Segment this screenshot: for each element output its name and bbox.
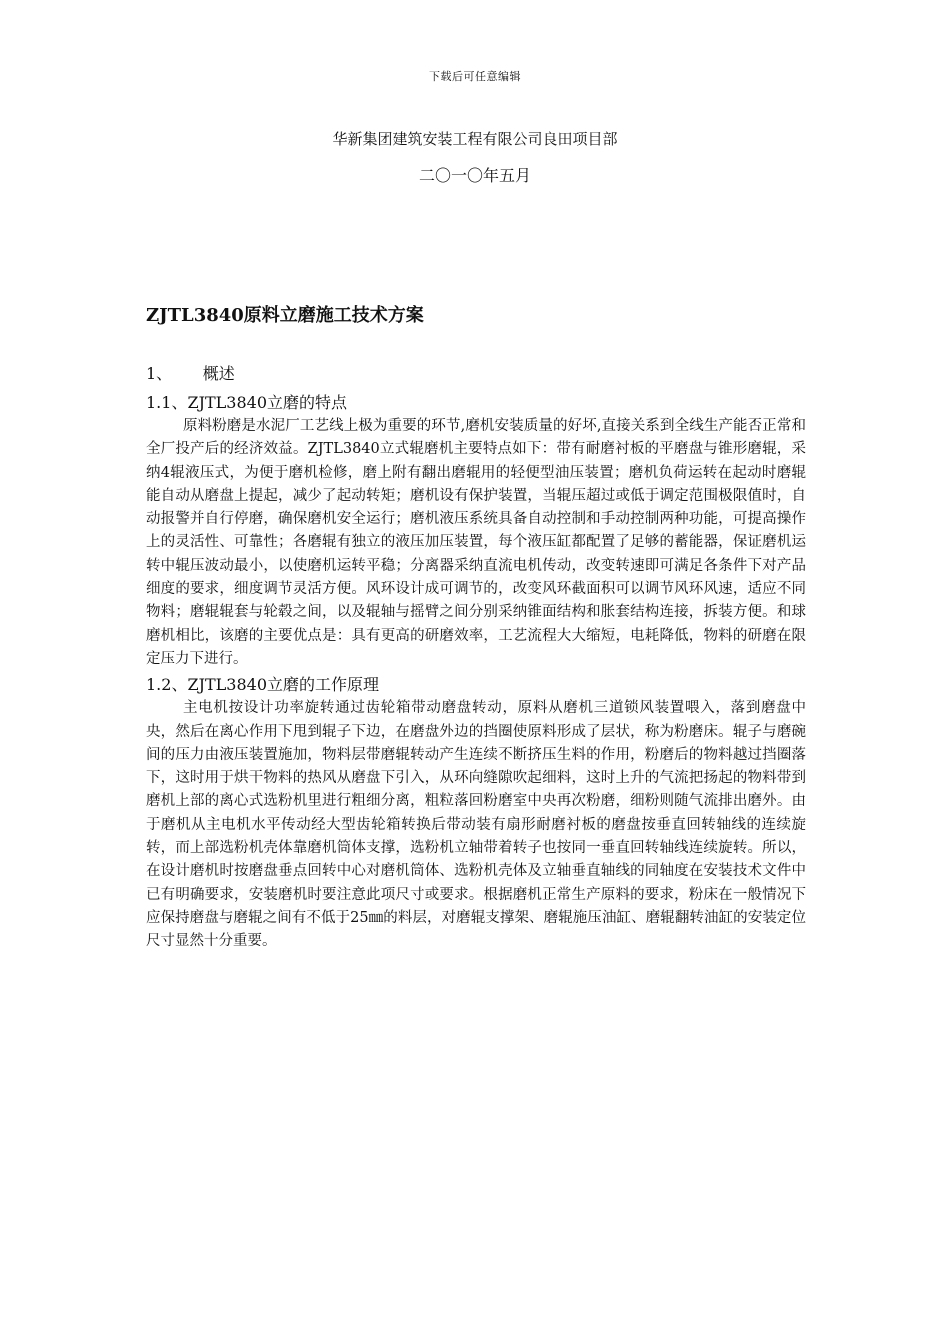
- paragraph-features: 原料粉磨是水泥厂工艺线上极为重要的环节,磨机安装质量的好坏,直接关系到全线生产能否正常和全厂投产后的经济效益。ZJTL3840立式辊磨机主要特点如下：带有耐磨衬板的平磨盘与锥形磨辊，采纳4辊液压式，为便于磨机检修，磨上附有翻出磨辊用的轻便型油压装置；磨机负荷运转在起动时磨辊能自动从磨盘上提起，减少了起动转矩；磨机设有保护装置，当辊压超过或低于调定范围极限值时，自动报警并自行停磨，确保磨机安全运行；磨机液压系统具备自动控制和手动控制两种功能，可提高操作上的灵活性、可靠性；各磨辊有独立的液压加压装置，每个液压缸都配置了足够的蓄能器，保证磨机运转中辊压波动最小，以使磨机运转平稳；分离器采纳直流电机传动，改变转速即可满足各条件下对产品细度的要求，细度调节灵活方便。风环设计成可调节的，改变风环截面积可以调节风环风速，适应不同物料；磨辊辊套与轮毂之间，以及辊轴与摇臂之间分别采纳锥面结构和胀套结构连接，拆装方便。和球磨机相比，该磨的主要优点是：具有更高的研磨效率，工艺流程大大缩短，电耗降低，物料的研磨在限定压力下进行。: [146, 418, 806, 667]
- section-title: 概述: [202, 364, 235, 383]
- section-heading-1: [146, 361, 235, 384]
- paragraph-working-principle: 主电机按设计功率旋转通过齿轮箱带动磨盘转动，原料从磨机三道锁风装置喂入，落到磨盘中央，然后在离心作用下甩到辊子下边，在磨盘外边的挡圈使原料形成了层状，称为粉磨床。辊子与磨碗间的压力由液压装置施加，物料层带磨辊转动产生连续不断挤压生料的作用，粉磨后的物料越过挡圈落下，这时用于烘干物料的热风从磨盘下引入，从环向缝隙吹起细料，这时上升的气流把扬起的物料带到磨机上部的离心式选粉机里进行粗细分离，粗粒落回粉磨室中央再次粉磨，细粉则随气流排出磨外。由于磨机从主电机水平传动经大型齿轮箱转换后带动装有扇形耐磨衬板的磨盘按垂直回转轴线的连续旋转，而上部选粉机壳体靠磨机筒体支撑，选粉机立轴带着转子也按同一垂直回转轴线连续旋转。所以，在设计磨机时按磨盘垂点回转中心对磨机筒体、选粉机壳体及立轴垂直轴线的同轴度在安装技术文件中已有明确要求，安装磨机时要注意此项尺寸或要求。根据磨机正常生产原料的要求，粉床在一般情况下应保持磨盘与磨辊之间有不低于25㎜的料层，对磨辊支撑架、磨辊施压油缸、磨辊翻转油缸的安装定位尺寸显然十分重要。: [146, 700, 806, 950]
- section-number: 1、: [146, 364, 173, 383]
- document-title: ZJTL3840原料立磨施工技术方案: [146, 305, 424, 326]
- header-note: 下载后可任意编辑: [429, 70, 521, 83]
- subsection-heading-1-2: 1.2、ZJTL3840立磨的工作原理: [146, 675, 379, 695]
- company-name: 华新集团建筑安装工程有限公司良田项目部: [332, 130, 618, 148]
- subsection-heading-1-1: 1.1、ZJTL3840立磨的特点: [146, 393, 347, 412]
- document-date: 二〇一〇年五月: [418, 166, 531, 185]
- document-body: [146, 391, 806, 956]
